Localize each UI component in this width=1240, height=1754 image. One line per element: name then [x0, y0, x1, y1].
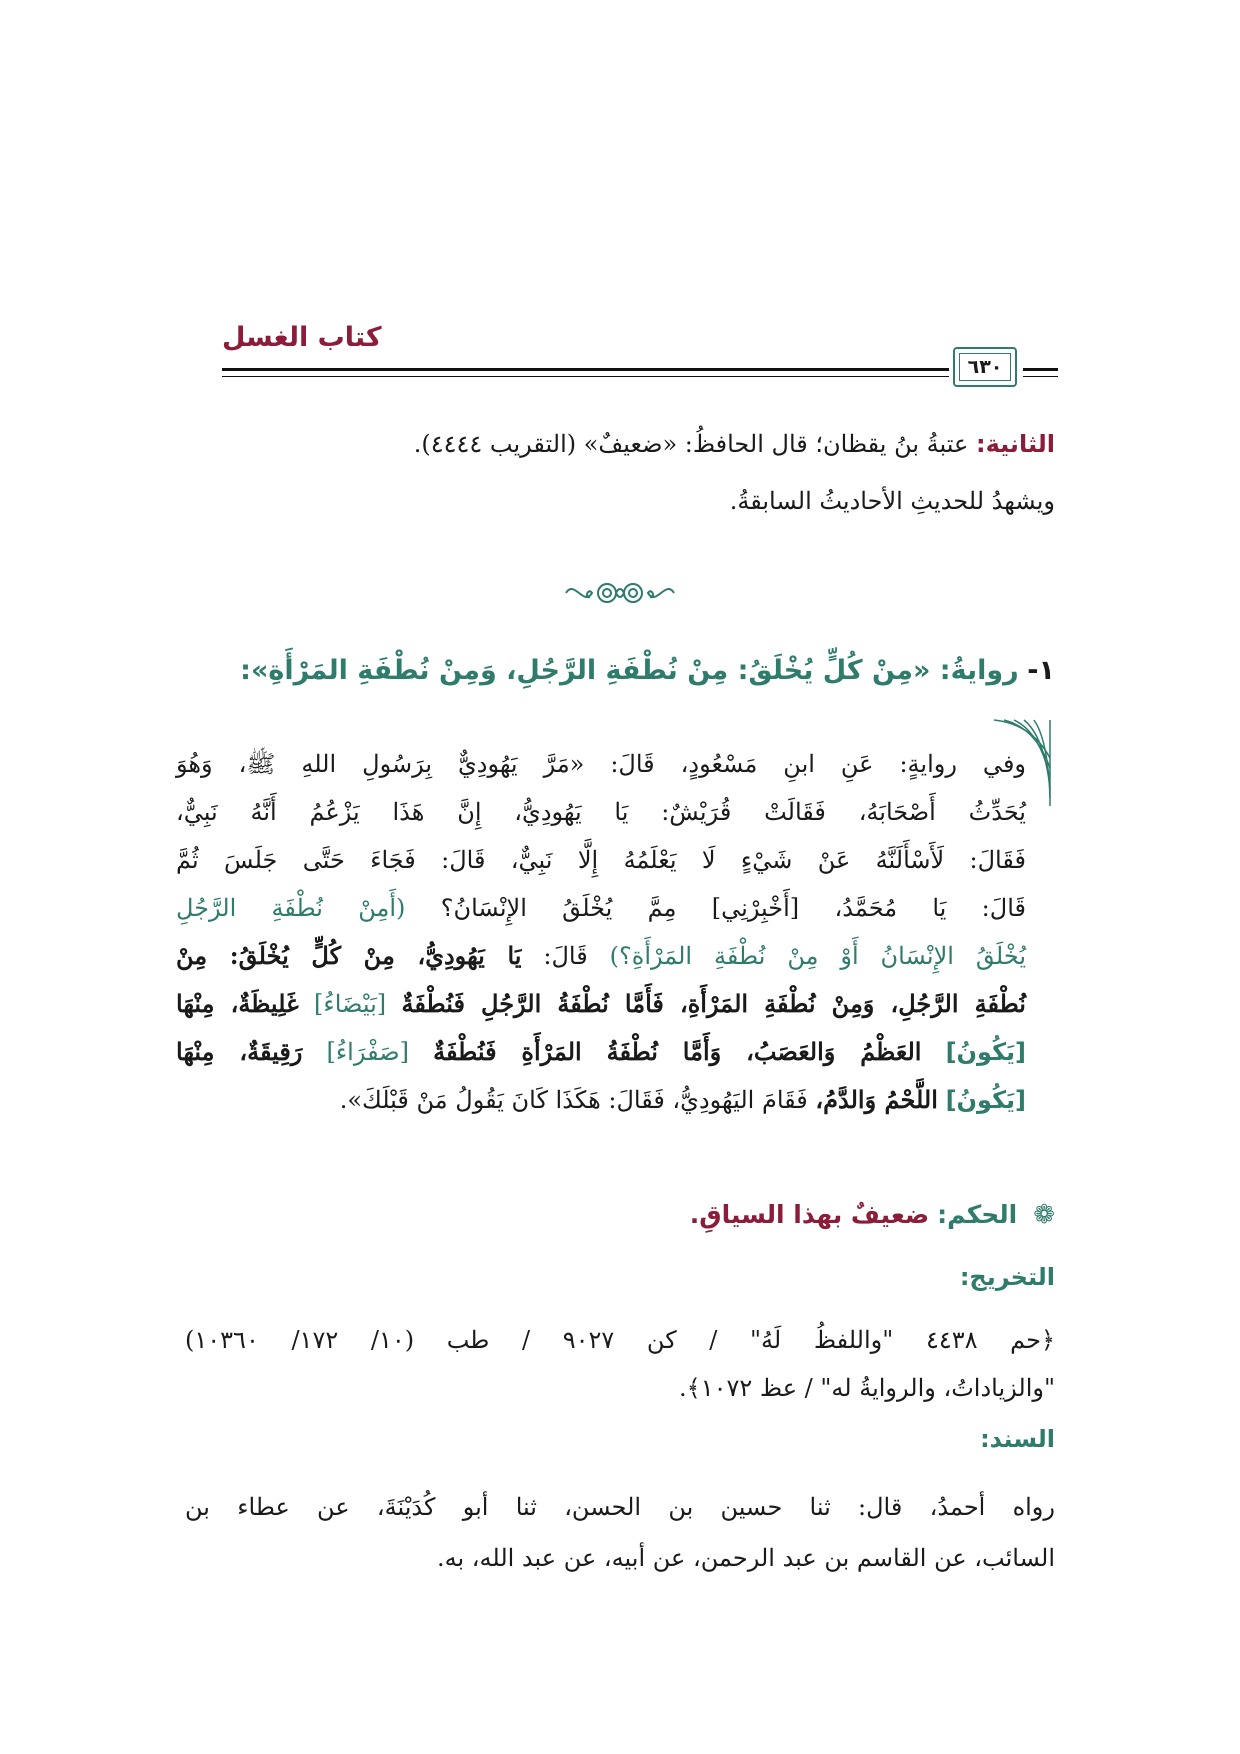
hadith-line-3: فَقَالَ: لَأَسْأَلَنَّهُ عَنْ شَيْءٍ لَا يَعْلَمُهُ إِلَّا نَبِيٌّ، قَالَ: فَجَاءَ حَتَّى جَلَسَ ثُمَّ: [176, 846, 1026, 874]
sanad-line-1: رواه أحمدُ، قال: ثنا حسين بن الحسن، ثنا أبو كُدَيْنَةَ، عن عطاء بن: [185, 1493, 1055, 1521]
hadith-line-4-a: قَالَ: يَا مُحَمَّدُ، [أَخْبِرْنِي] مِمَّ يُخْلَقُ الإِنْسَانُ؟: [440, 894, 1026, 922]
header-rule: [222, 368, 949, 371]
hadith-line-7-c: [صَفْرَاءُ]: [326, 1038, 409, 1066]
hadith-line-7-d: رَقِيقَةٌ، مِنْهَا: [176, 1037, 303, 1066]
ruling-value: ضعيفٌ بهذا السياقِ.: [689, 1200, 930, 1229]
hadith-line-4-b: (أَمِنْ نُطْفَةِ الرَّجُلِ: [176, 894, 406, 922]
hadith-line-8-b: اللَّحْمُ وَالدَّمُ،: [815, 1085, 938, 1114]
section-number: ١-: [1027, 655, 1055, 686]
section-title: روايةُ: «مِنْ كُلٍّ يُخْلَقُ: مِنْ نُطْفَةِ الرَّجُلِ، وَمِنْ نُطْفَةِ المَرْأَةِ»:: [240, 655, 1019, 686]
hadith-line-6: [176, 980, 1026, 1028]
ruling-label: الحكم:: [937, 1200, 1018, 1229]
ruling-line: [185, 1200, 1055, 1230]
hadith-line-7-a: [يَكُونُ]: [945, 1038, 1027, 1066]
hadith-line-5-a: يُخْلَقُ الإِنْسَانُ أَوْ مِنْ نُطْفَةِ المَرْأَةِ؟): [609, 942, 1026, 970]
sanad-line-2: السائب، عن القاسم بن عبد الرحمن، عن أبيه، عن عبد الله، به.: [436, 1544, 1055, 1572]
hadith-line-6-c: غَلِيظَةٌ، مِنْهَا: [176, 989, 299, 1018]
header-rule-right: [1023, 368, 1058, 371]
hadith-line-5: [176, 932, 1026, 980]
hadith-line-5-c: يَا يَهُودِيُّ، مِنْ كُلٍّ يُخْلَقُ: مِنْ: [176, 941, 522, 970]
takhrij-line-1: ﴿حم ٤٤٣٨ "واللفظُ لَهُ" / كن ٩٠٢٧ / طب (١٠/ ١٧٢/ ١٠٣٦٠): [185, 1326, 1056, 1354]
takhrij-line-2: "والزياداتُ، والروايةُ له" / عظ ١٠٧٢﴾.: [679, 1374, 1055, 1402]
hadith-line-5-b: قَالَ:: [543, 942, 588, 970]
takhrij-heading: التخريج:: [959, 1263, 1055, 1291]
header-rule-right-thin: [1023, 376, 1058, 377]
hadith-line-7: [176, 1028, 1026, 1076]
hadith-line-2: يُحَدِّثُ أَصْحَابَهُ، فَقَالَتْ قُرَيْشٌ: يَا يَهُودِيُّ، إِنَّ هَذَا يَزْعُمُ أَنَّهُ نَبِيٌّ،: [176, 798, 1026, 826]
intro-line-2: ويشهدُ للحديثِ الأحاديثُ السابقةُ.: [729, 487, 1055, 515]
page-number-frame: [953, 347, 1017, 387]
sanad-heading: السند:: [980, 1425, 1055, 1453]
intro-text: عتبةُ بنُ يقظان؛ قال الحافظُ: «ضعيفٌ» (التقريب ٤٤٤٤).: [413, 430, 969, 458]
book-title: كتاب الغسل: [222, 322, 382, 353]
hadith-line-8-c: فَقَامَ اليَهُودِيُّ، فَقَالَ: هَكَذَا كَانَ يَقُولُ مَنْ قَبْلَكَ».: [339, 1086, 808, 1114]
hadith-line-1: وفي روايةٍ: عَنِ ابنِ مَسْعُودٍ، قَالَ: «مَرَّ يَهُودِيٌّ بِرَسُولِ اللهِ ﷺ، وَهُوَ: [176, 750, 1026, 778]
section-heading: [175, 655, 1055, 686]
page-number: ٦٣٠: [959, 353, 1011, 381]
hadith-line-6-b: [بَيْضَاءُ]: [314, 990, 387, 1018]
hadith-line-8: [176, 1076, 1026, 1124]
hadith-line-8-a: [يَكُونُ]: [945, 1086, 1026, 1114]
intro-label: الثانية:: [975, 430, 1055, 458]
hadith-line-6-a: نُطْفَةِ الرَّجُلِ، وَمِنْ نُطْفَةِ المَرْأَةِ، فَأَمَّا نُطْفَةُ الرَّجُلِ فَنُطْفَةٌ: [401, 989, 1026, 1018]
flower-icon: ❁: [1033, 1200, 1055, 1230]
hadith-line-7-b: العَظْمُ وَالعَصَبُ، وَأَمَّا نُطْفَةُ المَرْأَةِ فَنُطْفَةٌ: [433, 1037, 922, 1066]
intro-line-1: [185, 423, 1055, 465]
header-rule-thin: [222, 376, 949, 377]
hadith-line-4: [176, 884, 1026, 932]
ornament-divider-icon: [560, 573, 680, 613]
